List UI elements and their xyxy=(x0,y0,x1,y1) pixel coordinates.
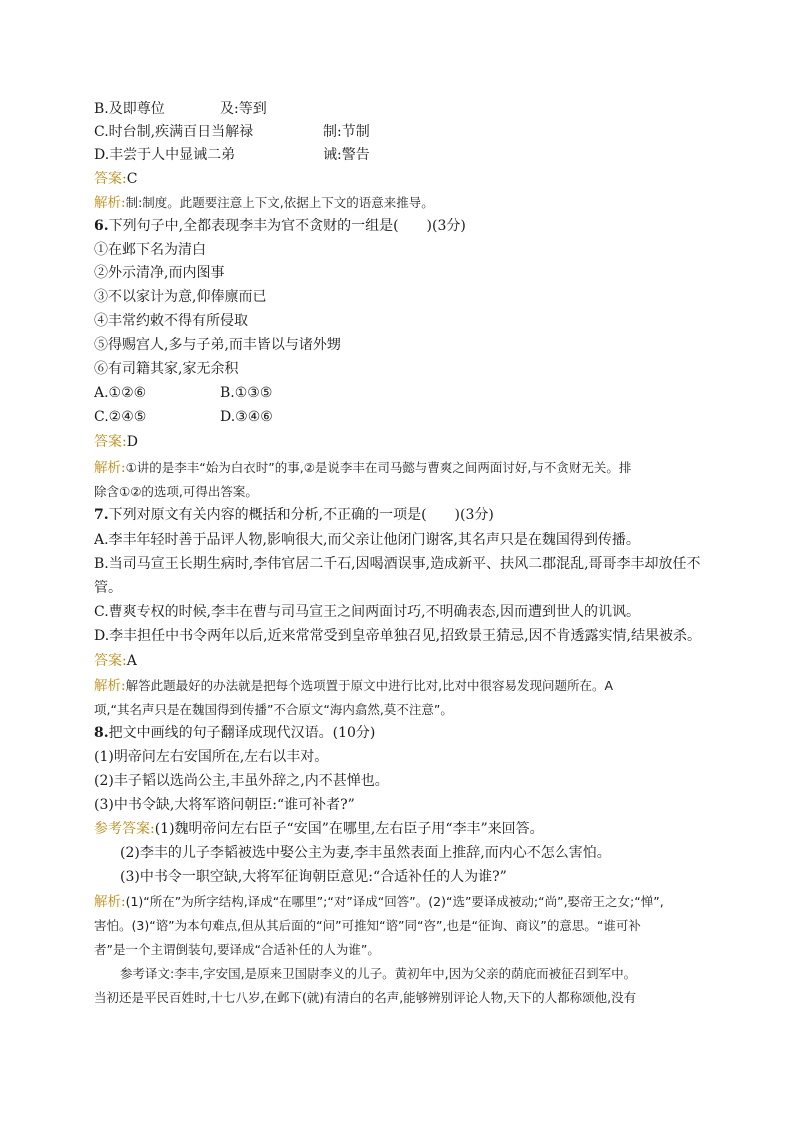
q8-explanation-line2: 害怕。(3)“谘”为本句难点,但从其后面的“问”可推知“谘”同“咨”,也是“征询、商议”的意思。“谁可补 xyxy=(94,918,641,933)
translation-line2: 当初还是平民百姓时,十七八岁,在邺下(就)有清白的名声,能够辨别评论人物,天下的人都称颂他,没有 xyxy=(94,990,637,1005)
q5-option-b: B.及即尊位 及:等到 xyxy=(94,101,267,117)
q7-option-c: C.曹爽专权的时候,李丰在曹与司马宣王之间两面讨巧,不明确表态,因而遭到世人的讥讽。 xyxy=(94,604,641,620)
q6-choices-cd: C.②④⑤ D.③④⑥ xyxy=(94,409,273,425)
q8-item-3: (3)中书令缺,大将军谘问朝臣:“谁可补者?” xyxy=(94,797,355,813)
q6-item-5: ⑤得赐宫人,多与子弟,而丰皆以与诸外甥 xyxy=(94,337,341,353)
q8-ref-answer-2: (2)李丰的儿子李韬被选中娶公主为妻,李丰虽然表面上推辞,而内心不怎么害怕。 xyxy=(120,845,611,861)
q8-ref-answer-3: (3)中书令一职空缺,大将军征询朝臣意见:“合适补任的人为谁?” xyxy=(120,869,507,885)
q8-ref-answer-1: 参考答案:(1)魏明帝问左右臣子“安国”在哪里,左右臣子用“李丰”来回答。 xyxy=(94,821,544,837)
translation-line1: 参考译文:李丰,字安国,是原来卫国尉李义的儿子。黄初年中,因为父亲的荫庇而被征召到军中。 xyxy=(120,966,637,981)
q5-explanation: 解析:制:制度。此题要注意上下文,依据上下文的语意来推导。 xyxy=(94,195,434,211)
q8-explanation-line1: 解析:(1)“所在”为所字结构,译成“在哪里”;“对”译成“回答”。(2)“选”要译成被动;“尚”,娶帝王之女;“惮”, xyxy=(94,894,664,910)
q8-item-2: (2)丰子韬以选尚公主,丰虽外辞之,内不甚惮也。 xyxy=(94,773,389,789)
q6-answer: 答案:D xyxy=(94,434,138,450)
q6-item-1: ①在邺下名为清白 xyxy=(94,242,206,258)
q8-explanation-line3: 者”是一个主谓倒装句,要译成“合适补任的人为谁”。 xyxy=(94,942,380,957)
q6-explanation-line1: 解析:①讲的是李丰“始为白衣时”的事,②是说李丰在司马懿与曹爽之间两面讨好,与不贪财无关。排 xyxy=(94,460,632,476)
q7-option-b: B.当司马宣王长期生病时,李伟官居二千石,因喝酒误事,造成新平、扶风二郡混乱,哥哥李丰却放任不 xyxy=(94,556,701,572)
q7-option-b-cont: 管。 xyxy=(94,580,122,596)
q6-stem: 6.下列句子中,全都表现李丰为官不贪财的一组是( )(3分) xyxy=(94,218,466,234)
q7-stem: 7.下列对原文有关内容的概括和分析,不正确的一项是( )(3分) xyxy=(94,507,494,523)
q6-item-2: ②外示清净,而内图事 xyxy=(94,265,225,281)
q8-item-1: (1)明帝问左右安国所在,左右以丰对。 xyxy=(94,749,329,765)
q5-answer: 答案:C xyxy=(94,171,138,187)
q6-item-3: ③不以家计为意,仰俸廪而已 xyxy=(94,289,267,305)
q5-option-c: C.时台制,疾满百日当解禄 制:节制 xyxy=(94,124,370,140)
q6-explanation-line2: 除含①②的选项,可得出答案。 xyxy=(94,484,258,499)
q7-option-d: D.李丰担任中书令两年以后,近来常常受到皇帝单独召见,招致景王猜忌,因不肯透露实情,结果被杀。 xyxy=(94,628,701,644)
q7-answer: 答案:A xyxy=(94,653,137,669)
q7-option-a: A.李丰年轻时善于品评人物,影响很大,而父亲让他闭门谢客,其名声只是在魏国得到传播。 xyxy=(94,532,640,548)
q6-item-6: ⑥有司籍其家,家无余积 xyxy=(94,361,239,377)
q6-choices-ab: A.①②⑥ B.①③⑤ xyxy=(94,385,273,401)
q8-stem: 8.把文中画线的句子翻译成现代汉语。(10分) xyxy=(94,725,376,741)
q6-item-4: ④丰常约敕不得有所侵取 xyxy=(94,313,248,329)
q5-option-d: D.丰尝于人中显诫二弟 诫:警告 xyxy=(94,147,370,163)
q7-explanation-line1: 解析:解答此题最好的办法就是把每个选项置于原文中进行比对,比对中很容易发现问题所在。A xyxy=(94,678,614,694)
q7-explanation-line2: 项,“其名声只是在魏国得到传播”不合原文“海内翕然,莫不注意”。 xyxy=(94,702,453,717)
